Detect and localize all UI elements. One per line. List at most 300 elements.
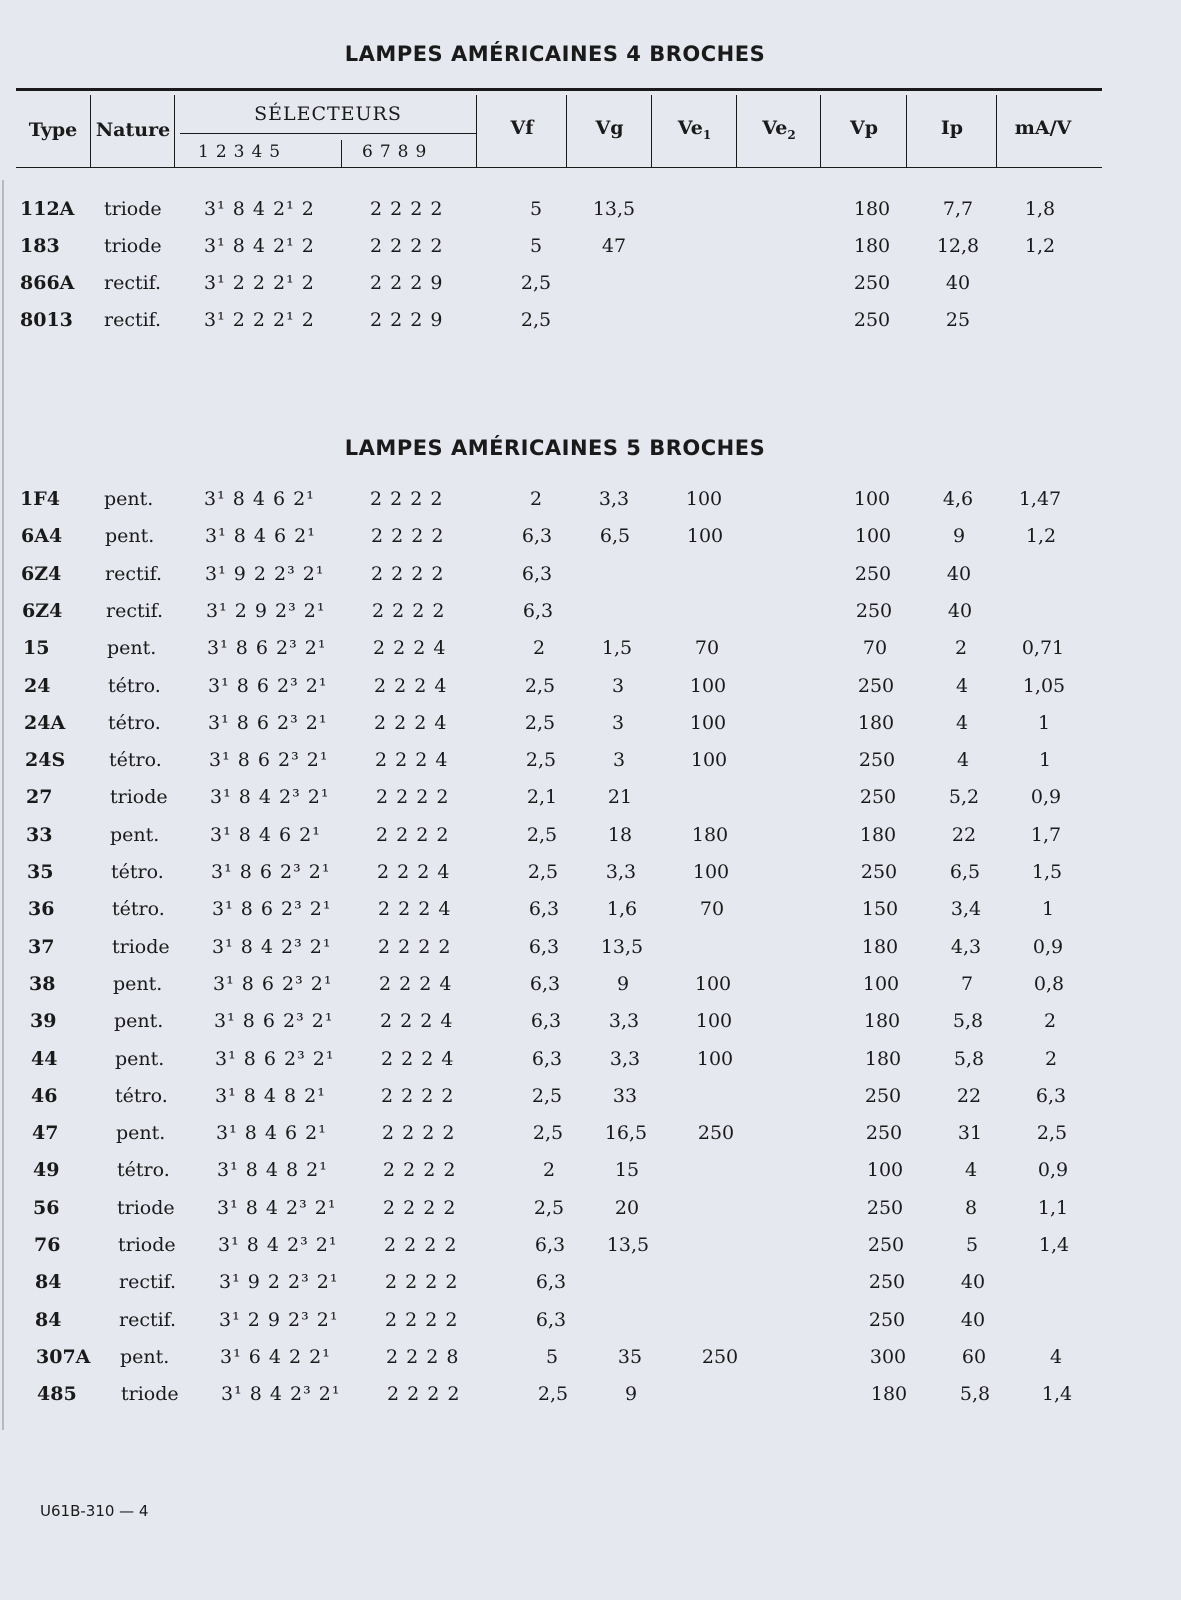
cell-selecteurs-a: 3¹ 8 4 2³ 2¹ xyxy=(217,1196,337,1219)
cell-selecteurs-a: 3¹ 8 4 2¹ 2 xyxy=(204,198,315,220)
cell-selecteurs-b: 2 2 2 2 xyxy=(370,235,444,257)
header-vf: Vf xyxy=(510,117,534,139)
cell-selecteurs-a: 3¹ 8 4 2³ 2¹ xyxy=(218,1234,338,1256)
cell-nature: tétro. xyxy=(111,861,164,883)
table-row xyxy=(0,1271,1181,1301)
cell-mav: 2 xyxy=(1044,1047,1058,1070)
header-bottom-rule xyxy=(16,167,1102,168)
cell-mav: 0,71 xyxy=(1021,637,1065,660)
header-ip: Ip xyxy=(940,117,964,139)
cell-mav: 0,8 xyxy=(1033,972,1065,995)
cell-vf: 2,5 xyxy=(537,1383,569,1406)
cell-vf: 2 xyxy=(529,488,543,510)
cell-nature: pent. xyxy=(116,1122,166,1145)
cell-nature: triode xyxy=(112,935,170,958)
cell-ip: 60 xyxy=(961,1345,987,1368)
cell-selecteurs-b: 2 2 2 2 xyxy=(383,1159,457,1182)
cell-mav: 0,9 xyxy=(1032,935,1064,958)
cell-ip: 4 xyxy=(956,749,970,772)
cell-vp: 250 xyxy=(858,749,896,772)
cell-selecteurs-a: 3¹ 2 2 2¹ 2 xyxy=(204,309,315,331)
cell-vf: 2,5 xyxy=(520,272,552,294)
cell-selecteurs-a: 3¹ 8 6 2³ 2¹ xyxy=(211,861,331,883)
cell-mav: 1,1 xyxy=(1037,1196,1069,1219)
cell-ip: 7,7 xyxy=(942,198,974,220)
cell-nature: triode xyxy=(118,1234,176,1256)
table-row xyxy=(0,637,1181,667)
cell-mav: 1,47 xyxy=(1018,488,1062,510)
cell-vg: 13,5 xyxy=(606,1234,650,1256)
cell-nature: rectif. xyxy=(119,1271,177,1294)
cell-vg: 1,6 xyxy=(606,898,638,921)
cell-selecteurs-a: 3¹ 8 4 2³ 2¹ xyxy=(212,935,332,958)
cell-nature: rectif. xyxy=(105,562,163,585)
cell-type: 24 xyxy=(24,674,51,697)
cell-ve1: 100 xyxy=(694,972,732,995)
cell-ve1: 100 xyxy=(690,749,728,772)
cell-nature: triode xyxy=(121,1383,179,1406)
cell-nature: pent. xyxy=(115,1047,165,1070)
cell-mav: 2,5 xyxy=(1036,1122,1068,1145)
cell-vp: 250 xyxy=(855,599,893,622)
cell-vg: 9 xyxy=(616,972,630,995)
cell-type: 8013 xyxy=(20,309,73,331)
cell-vf: 2,5 xyxy=(520,309,552,331)
cell-selecteurs-b: 2 2 2 2 xyxy=(372,599,446,622)
cell-ve1: 70 xyxy=(699,898,725,921)
cell-selecteurs-a: 3¹ 9 2 2³ 2¹ xyxy=(219,1271,339,1294)
cell-selecteurs-b: 2 2 2 2 xyxy=(383,1196,457,1219)
cell-vp: 180 xyxy=(859,823,897,846)
cell-ip: 4 xyxy=(955,674,969,697)
cell-vf: 2,5 xyxy=(532,1122,564,1145)
cell-type: 15 xyxy=(23,637,50,660)
section1-title: LAMPES AMÉRICAINES 4 BROCHES xyxy=(344,42,766,66)
cell-nature: pent. xyxy=(113,972,163,995)
cell-selecteurs-b: 2 2 2 2 xyxy=(371,525,445,548)
cell-ip: 12,8 xyxy=(936,235,980,257)
cell-selecteurs-a: 3¹ 8 6 2³ 2¹ xyxy=(213,972,333,995)
table-row xyxy=(0,1309,1181,1339)
cell-vp: 300 xyxy=(869,1345,907,1368)
cell-nature: tétro. xyxy=(109,749,162,772)
header-nature: Nature xyxy=(95,119,171,141)
cell-selecteurs-b: 2 2 2 4 xyxy=(380,1010,454,1033)
table-row xyxy=(0,600,1181,630)
cell-selecteurs-a: 3¹ 8 6 2³ 2¹ xyxy=(209,749,329,772)
cell-vp: 250 xyxy=(868,1271,906,1294)
selecteurs-rule xyxy=(180,133,476,134)
header-type: Type xyxy=(28,119,78,141)
cell-selecteurs-b: 2 2 2 2 xyxy=(376,823,450,846)
cell-selecteurs-a: 3¹ 8 6 2³ 2¹ xyxy=(214,1010,334,1033)
cell-selecteurs-a: 3¹ 8 6 2³ 2¹ xyxy=(207,637,327,660)
cell-type: 1F4 xyxy=(20,488,60,510)
header-vp: Vp xyxy=(849,117,879,139)
cell-ip: 5 xyxy=(965,1234,979,1256)
cell-nature: tétro. xyxy=(108,711,161,734)
cell-type: 485 xyxy=(37,1383,77,1406)
cell-vf: 2,1 xyxy=(526,786,558,809)
cell-nature: rectif. xyxy=(104,272,162,294)
cell-vg: 21 xyxy=(607,786,633,809)
cell-selecteurs-a: 3¹ 8 6 2³ 2¹ xyxy=(215,1047,335,1070)
cell-selecteurs-a: 3¹ 8 4 8 2¹ xyxy=(215,1084,326,1107)
cell-mav: 0,9 xyxy=(1037,1159,1069,1182)
cell-mav: 6,3 xyxy=(1035,1084,1067,1107)
cell-ip: 5,2 xyxy=(948,786,980,809)
cell-vp: 100 xyxy=(862,972,900,995)
cell-type: 39 xyxy=(30,1010,57,1033)
cell-ip: 5,8 xyxy=(959,1383,991,1406)
cell-selecteurs-a: 3¹ 8 4 6 2¹ xyxy=(205,525,316,548)
cell-type: 24A xyxy=(24,711,66,734)
cell-vg: 3 xyxy=(612,749,626,772)
table-row xyxy=(0,235,1181,265)
cell-vp: 250 xyxy=(854,562,892,585)
cell-type: 38 xyxy=(29,972,56,995)
table-row xyxy=(0,749,1181,779)
cell-type: 49 xyxy=(33,1159,60,1182)
cell-type: 84 xyxy=(35,1308,62,1331)
table-row xyxy=(0,1197,1181,1227)
cell-vg: 13,5 xyxy=(600,935,644,958)
cell-ip: 8 xyxy=(964,1196,978,1219)
header-ve1: $Ve_1$ xyxy=(677,117,712,142)
cell-nature: pent. xyxy=(110,823,160,846)
cell-mav: 1,5 xyxy=(1031,861,1063,883)
table-row xyxy=(0,936,1181,966)
cell-selecteurs-b: 2 2 2 9 xyxy=(370,272,444,294)
cell-ip: 40 xyxy=(947,599,973,622)
cell-selecteurs-b: 2 2 2 2 xyxy=(378,935,452,958)
cell-selecteurs-b: 2 2 2 2 xyxy=(385,1271,459,1294)
cell-selecteurs-b: 2 2 2 2 xyxy=(371,562,445,585)
cell-vp: 250 xyxy=(860,861,898,883)
cell-ip: 22 xyxy=(956,1084,982,1107)
cell-selecteurs-a: 3¹ 9 2 2³ 2¹ xyxy=(205,562,325,585)
cell-vf: 2,5 xyxy=(526,823,558,846)
cell-selecteurs-b: 2 2 2 2 xyxy=(387,1383,461,1406)
cell-ip: 2 xyxy=(954,637,968,660)
cell-type: 24S xyxy=(25,749,66,772)
header-divider xyxy=(174,95,175,167)
cell-ip: 6,5 xyxy=(949,861,981,883)
cell-nature: pent. xyxy=(104,488,154,510)
cell-vf: 6,3 xyxy=(529,972,561,995)
cell-vp: 180 xyxy=(861,935,899,958)
cell-ve1: 100 xyxy=(689,711,727,734)
cell-mav: 1 xyxy=(1037,711,1051,734)
table-row xyxy=(0,898,1181,928)
cell-mav: 1,8 xyxy=(1024,198,1056,220)
cell-vg: 16,5 xyxy=(604,1122,648,1145)
cell-vp: 250 xyxy=(859,786,897,809)
cell-selecteurs-a: 3¹ 8 4 2³ 2¹ xyxy=(210,786,330,809)
cell-vg: 20 xyxy=(614,1196,640,1219)
cell-selecteurs-b: 2 2 2 4 xyxy=(375,749,449,772)
cell-vf: 6,3 xyxy=(522,599,554,622)
cell-nature: triode xyxy=(110,786,168,809)
cell-type: 76 xyxy=(34,1234,61,1256)
cell-selecteurs-a: 3¹ 8 6 2³ 2¹ xyxy=(212,898,332,921)
cell-nature: rectif. xyxy=(106,599,164,622)
cell-vp: 250 xyxy=(865,1122,903,1145)
table-row xyxy=(0,712,1181,742)
cell-ve1: 250 xyxy=(697,1122,735,1145)
cell-mav: 2 xyxy=(1043,1010,1057,1033)
cell-vp: 180 xyxy=(863,1010,901,1033)
cell-vf: 6,3 xyxy=(521,562,553,585)
cell-mav: 1,05 xyxy=(1022,674,1066,697)
table-row xyxy=(0,1122,1181,1152)
cell-ip: 40 xyxy=(946,562,972,585)
cell-vf: 2,5 xyxy=(524,674,556,697)
cell-vp: 100 xyxy=(853,488,891,510)
cell-type: 56 xyxy=(33,1196,60,1219)
cell-vg: 9 xyxy=(624,1383,638,1406)
cell-vg: 18 xyxy=(607,823,633,846)
header-selecteurs: SÉLECTEURS xyxy=(254,103,402,125)
cell-type: 866A xyxy=(20,272,75,294)
table-row xyxy=(0,1085,1181,1115)
cell-type: 46 xyxy=(31,1084,58,1107)
cell-type: 44 xyxy=(31,1047,58,1070)
cell-nature: tétro. xyxy=(115,1084,168,1107)
cell-vg: 35 xyxy=(617,1345,643,1368)
cell-vf: 6,3 xyxy=(530,1010,562,1033)
cell-ip: 22 xyxy=(951,823,977,846)
cell-nature: tétro. xyxy=(108,674,161,697)
cell-vp: 180 xyxy=(853,235,891,257)
header-divider xyxy=(651,95,652,167)
cell-type: 183 xyxy=(20,235,60,257)
cell-ve1: 100 xyxy=(685,488,723,510)
cell-mav: 1,2 xyxy=(1024,235,1056,257)
cell-vp: 180 xyxy=(853,198,891,220)
cell-selecteurs-b: 2 2 2 2 xyxy=(384,1234,458,1256)
cell-vf: 5 xyxy=(545,1345,559,1368)
cell-vp: 150 xyxy=(861,898,899,921)
cell-vg: 47 xyxy=(601,235,627,257)
cell-selecteurs-b: 2 2 2 4 xyxy=(378,898,452,921)
cell-vp: 180 xyxy=(870,1383,908,1406)
cell-selecteurs-a: 3¹ 2 9 2³ 2¹ xyxy=(219,1308,339,1331)
cell-nature: rectif. xyxy=(119,1308,177,1331)
cell-vg: 3,3 xyxy=(609,1047,641,1070)
table-row xyxy=(0,563,1181,593)
cell-ip: 3,4 xyxy=(950,898,982,921)
cell-vf: 5 xyxy=(529,198,543,220)
table-row xyxy=(0,1159,1181,1189)
cell-selecteurs-b: 2 2 2 2 xyxy=(376,786,450,809)
cell-type: 27 xyxy=(26,786,53,809)
cell-vp: 180 xyxy=(857,711,895,734)
cell-ip: 4 xyxy=(964,1159,978,1182)
cell-vp: 100 xyxy=(866,1159,904,1182)
cell-vg: 15 xyxy=(614,1159,640,1182)
cell-type: 84 xyxy=(35,1271,62,1294)
cell-selecteurs-a: 3¹ 8 4 2¹ 2 xyxy=(204,235,315,257)
cell-mav: 1,2 xyxy=(1025,525,1057,548)
cell-vf: 6,3 xyxy=(521,525,553,548)
header-divider xyxy=(476,95,477,167)
cell-vg: 3 xyxy=(611,674,625,697)
cell-ip: 4,6 xyxy=(942,488,974,510)
header-divider xyxy=(90,95,91,167)
cell-nature: pent. xyxy=(105,525,155,548)
cell-selecteurs-b: 2 2 2 4 xyxy=(381,1047,455,1070)
table-row xyxy=(0,786,1181,816)
cell-type: 37 xyxy=(28,935,55,958)
cell-nature: pent. xyxy=(120,1345,170,1368)
cell-selecteurs-b: 2 2 2 8 xyxy=(386,1345,460,1368)
table-row xyxy=(0,1383,1181,1413)
cell-mav: 1,4 xyxy=(1041,1383,1073,1406)
cell-vf: 2,5 xyxy=(524,711,556,734)
cell-selecteurs-a: 3¹ 2 9 2³ 2¹ xyxy=(206,599,326,622)
table-row xyxy=(0,1346,1181,1376)
cell-selecteurs-a: 3¹ 8 6 2³ 2¹ xyxy=(208,674,328,697)
cell-vp: 250 xyxy=(868,1308,906,1331)
cell-vg: 1,5 xyxy=(601,637,633,660)
cell-ip: 7 xyxy=(960,972,974,995)
cell-type: 47 xyxy=(32,1122,59,1145)
cell-vp: 100 xyxy=(854,525,892,548)
cell-ip: 4 xyxy=(955,711,969,734)
cell-vp: 250 xyxy=(853,309,891,331)
table-row xyxy=(0,309,1181,339)
cell-type: 112A xyxy=(20,198,75,220)
cell-ve1: 180 xyxy=(691,823,729,846)
cell-nature: tétro. xyxy=(112,898,165,921)
table-row xyxy=(0,198,1181,228)
cell-selecteurs-a: 3¹ 8 6 2³ 2¹ xyxy=(208,711,328,734)
header-divider xyxy=(820,95,821,167)
cell-type: 6A4 xyxy=(21,525,63,548)
cell-nature: triode xyxy=(104,198,162,220)
cell-mav: 1 xyxy=(1041,898,1055,921)
header-vg: Vg xyxy=(595,117,624,139)
cell-ip: 25 xyxy=(945,309,971,331)
cell-vg: 3,3 xyxy=(605,861,637,883)
header-divider xyxy=(736,95,737,167)
cell-vg: 13,5 xyxy=(592,198,636,220)
cell-type: 6Z4 xyxy=(21,562,62,585)
cell-type: 307A xyxy=(36,1345,91,1368)
table-row xyxy=(0,1048,1181,1078)
table-row xyxy=(0,1010,1181,1040)
cell-mav: 0,9 xyxy=(1030,786,1062,809)
cell-mav: 1,4 xyxy=(1038,1234,1070,1256)
cell-vp: 250 xyxy=(853,272,891,294)
cell-vf: 2,5 xyxy=(525,749,557,772)
cell-nature: triode xyxy=(117,1196,175,1219)
cell-selecteurs-b: 2 2 2 2 xyxy=(385,1308,459,1331)
page-footer: U61B-310 — 4 xyxy=(40,1502,149,1520)
cell-vf: 6,3 xyxy=(528,898,560,921)
cell-selecteurs-a: 3¹ 8 4 2³ 2¹ xyxy=(221,1383,341,1406)
table-row xyxy=(0,675,1181,705)
cell-selecteurs-a: 3¹ 2 2 2¹ 2 xyxy=(204,272,315,294)
cell-ve1: 250 xyxy=(701,1345,739,1368)
table-row xyxy=(0,272,1181,302)
cell-vg: 3,3 xyxy=(608,1010,640,1033)
cell-ip: 40 xyxy=(945,272,971,294)
cell-ve1: 100 xyxy=(689,674,727,697)
cell-nature: rectif. xyxy=(104,309,162,331)
cell-selecteurs-a: 3¹ 8 4 6 2¹ xyxy=(204,488,315,510)
cell-ve1: 100 xyxy=(692,861,730,883)
header-top-rule xyxy=(16,88,1102,91)
cell-vf: 2,5 xyxy=(531,1084,563,1107)
cell-selecteurs-b: 2 2 2 2 xyxy=(370,198,444,220)
cell-ve1: 100 xyxy=(686,525,724,548)
header-selecteurs-nums-a: 12345 xyxy=(198,142,288,162)
cell-vf: 6,3 xyxy=(534,1234,566,1256)
cell-ve1: 70 xyxy=(694,637,720,660)
cell-ip: 5,8 xyxy=(952,1010,984,1033)
cell-vf: 2 xyxy=(542,1159,556,1182)
table-row xyxy=(0,824,1181,854)
header-divider xyxy=(996,95,997,167)
cell-vp: 250 xyxy=(857,674,895,697)
table-row xyxy=(0,488,1181,518)
cell-type: 36 xyxy=(28,898,55,921)
cell-ip: 40 xyxy=(960,1308,986,1331)
cell-type: 6Z4 xyxy=(22,599,63,622)
cell-vg: 3 xyxy=(611,711,625,734)
cell-vf: 6,3 xyxy=(535,1271,567,1294)
cell-vf: 2 xyxy=(532,637,546,660)
cell-selecteurs-a: 3¹ 8 4 8 2¹ xyxy=(217,1159,328,1182)
cell-vf: 2,5 xyxy=(527,861,559,883)
cell-selecteurs-a: 3¹ 6 4 2 2¹ xyxy=(220,1345,331,1368)
cell-selecteurs-b: 2 2 2 4 xyxy=(379,972,453,995)
cell-vp: 250 xyxy=(864,1084,902,1107)
cell-nature: pent. xyxy=(114,1010,164,1033)
section2-title: LAMPES AMÉRICAINES 5 BROCHES xyxy=(344,436,766,460)
table-row xyxy=(0,525,1181,555)
cell-nature: pent. xyxy=(107,637,157,660)
cell-vg: 3,3 xyxy=(598,488,630,510)
cell-selecteurs-a: 3¹ 8 4 6 2¹ xyxy=(210,823,321,846)
cell-vf: 6,3 xyxy=(531,1047,563,1070)
cell-selecteurs-b: 2 2 2 2 xyxy=(382,1122,456,1145)
table-row xyxy=(0,1234,1181,1264)
header-selecteurs-nums-b: 6789 xyxy=(362,142,434,162)
table-row xyxy=(0,861,1181,891)
cell-nature: tétro. xyxy=(117,1159,170,1182)
cell-vg: 33 xyxy=(612,1084,638,1107)
cell-selecteurs-b: 2 2 2 9 xyxy=(370,309,444,331)
cell-selecteurs-b: 2 2 2 4 xyxy=(377,861,451,883)
cell-ip: 9 xyxy=(952,525,966,548)
cell-ip: 40 xyxy=(960,1271,986,1294)
cell-mav: 1,7 xyxy=(1030,823,1062,846)
cell-vp: 250 xyxy=(866,1196,904,1219)
cell-mav: 1 xyxy=(1038,749,1052,772)
cell-selecteurs-b: 2 2 2 4 xyxy=(373,637,447,660)
cell-ve1: 100 xyxy=(696,1047,734,1070)
cell-mav: 4 xyxy=(1049,1345,1063,1368)
cell-nature: triode xyxy=(104,235,162,257)
cell-selecteurs-b: 2 2 2 4 xyxy=(374,674,448,697)
cell-vp: 70 xyxy=(862,637,888,660)
cell-ip: 4,3 xyxy=(950,935,982,958)
cell-vf: 6,3 xyxy=(528,935,560,958)
cell-vf: 6,3 xyxy=(535,1308,567,1331)
